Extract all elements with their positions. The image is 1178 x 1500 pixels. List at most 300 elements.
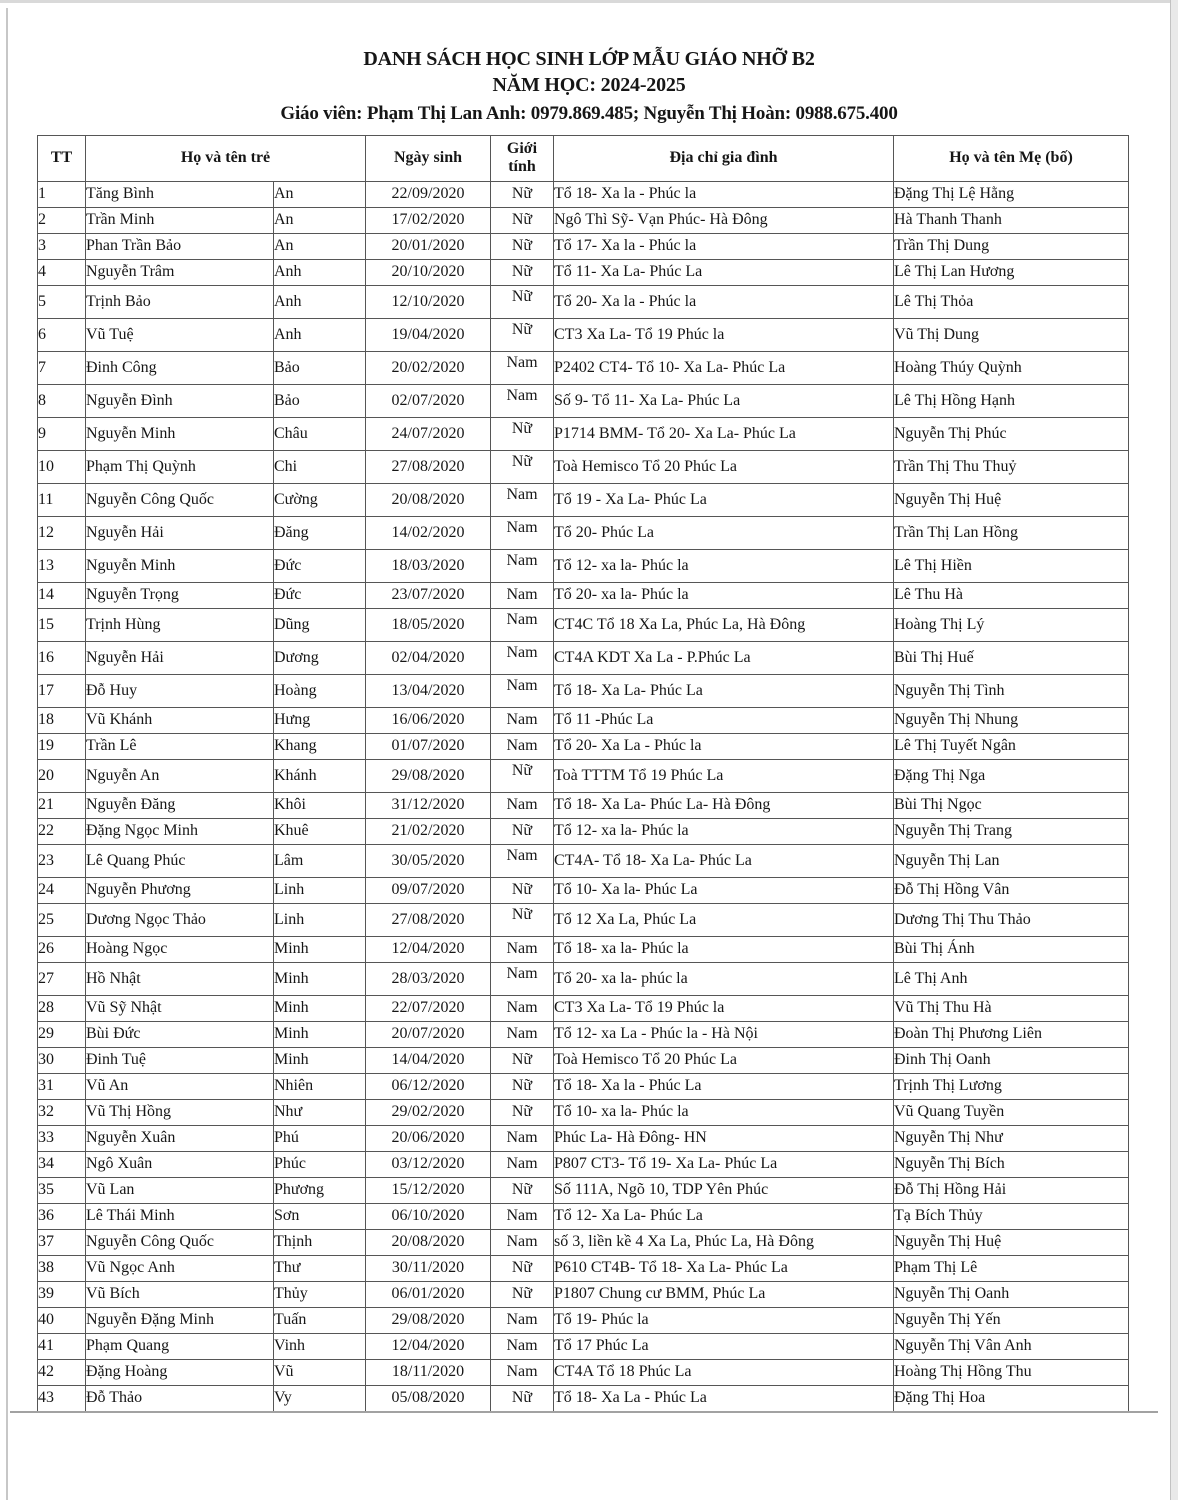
cell-address: P1807 Chung cư BMM, Phúc La xyxy=(554,1281,894,1307)
cell-address: Số 111A, Ngõ 10, TDP Yên Phúc xyxy=(554,1177,894,1203)
table-row xyxy=(38,641,1129,674)
table-row xyxy=(38,318,1129,351)
table-row xyxy=(38,1151,1129,1177)
cell-gender: Nữ xyxy=(491,1047,554,1073)
cell-dob: 30/05/2020 xyxy=(366,844,491,877)
cell-given-name: Phú xyxy=(274,1125,366,1151)
cell-family-name: Vũ Lan xyxy=(86,1177,274,1203)
cell-mother-name: Nguyễn Thị Nhung xyxy=(894,707,1129,733)
cell-given-name: Lâm xyxy=(274,844,366,877)
cell-tt: 10 xyxy=(38,450,86,483)
cell-given-name: Minh xyxy=(274,962,366,995)
cell-mother-name: Nguyễn Thị Yến xyxy=(894,1307,1129,1333)
table-row xyxy=(38,792,1129,818)
cell-gender: Nữ xyxy=(491,1385,554,1411)
cell-given-name: Linh xyxy=(274,877,366,903)
scan-left-edge xyxy=(6,8,8,1500)
cell-address: CT3 Xa La- Tổ 19 Phúc la xyxy=(554,318,894,351)
cell-given-name: Bảo xyxy=(274,384,366,417)
cell-dob: 18/05/2020 xyxy=(366,608,491,641)
cell-given-name: Dương xyxy=(274,641,366,674)
table-row xyxy=(38,582,1129,608)
scan-bottom-line xyxy=(10,1411,1158,1413)
cell-dob: 03/12/2020 xyxy=(366,1151,491,1177)
cell-gender: Nam xyxy=(491,516,554,549)
cell-tt: 5 xyxy=(38,285,86,318)
cell-family-name: Bùi Đức xyxy=(86,1021,274,1047)
cell-address: Tổ 20- Xa La - Phúc la xyxy=(554,733,894,759)
cell-family-name: Trịnh Bảo xyxy=(86,285,274,318)
cell-mother-name: Nguyễn Thị Phúc xyxy=(894,417,1129,450)
table-row xyxy=(38,259,1129,285)
cell-family-name: Nguyễn Xuân xyxy=(86,1125,274,1151)
document-title: DANH SÁCH HỌC SINH LỚP MẪU GIÁO NHỠ B2 xyxy=(363,48,815,70)
cell-tt: 24 xyxy=(38,877,86,903)
cell-dob: 18/03/2020 xyxy=(366,549,491,582)
cell-tt: 7 xyxy=(38,351,86,384)
cell-dob: 20/10/2020 xyxy=(366,259,491,285)
cell-given-name: Linh xyxy=(274,903,366,936)
table-row xyxy=(38,516,1129,549)
cell-gender: Nam xyxy=(491,936,554,962)
cell-gender: Nam xyxy=(491,351,554,384)
cell-given-name: Anh xyxy=(274,285,366,318)
cell-tt: 36 xyxy=(38,1203,86,1229)
cell-dob: 12/10/2020 xyxy=(366,285,491,318)
cell-gender: Nữ xyxy=(491,181,554,207)
cell-tt: 3 xyxy=(38,233,86,259)
cell-dob: 28/03/2020 xyxy=(366,962,491,995)
cell-mother-name: Đỗ Thị Hồng Vân xyxy=(894,877,1129,903)
cell-mother-name: Lê Thị Hiền xyxy=(894,549,1129,582)
cell-given-name: Đức xyxy=(274,549,366,582)
cell-dob: 16/06/2020 xyxy=(366,707,491,733)
cell-family-name: Đỗ Thảo xyxy=(86,1385,274,1411)
table-row xyxy=(38,1099,1129,1125)
table-row xyxy=(38,608,1129,641)
cell-given-name: An xyxy=(274,233,366,259)
cell-address: Toà TTTM Tổ 19 Phúc La xyxy=(554,759,894,792)
cell-mother-name: Bùi Thị Ánh xyxy=(894,936,1129,962)
cell-family-name: Trịnh Hùng xyxy=(86,608,274,641)
cell-family-name: Đặng Ngọc Minh xyxy=(86,818,274,844)
scan-right-edge xyxy=(1170,0,1178,1500)
cell-tt: 32 xyxy=(38,1099,86,1125)
col-header-dob: Ngày sinh xyxy=(366,135,491,181)
cell-mother-name: Trần Thị Lan Hồng xyxy=(894,516,1129,549)
cell-mother-name: Lê Thu Hà xyxy=(894,582,1129,608)
table-row xyxy=(38,450,1129,483)
cell-given-name: Bảo xyxy=(274,351,366,384)
cell-tt: 23 xyxy=(38,844,86,877)
cell-mother-name: Nguyễn Thị Oanh xyxy=(894,1281,1129,1307)
cell-gender: Nam xyxy=(491,582,554,608)
cell-tt: 2 xyxy=(38,207,86,233)
table-row xyxy=(38,962,1129,995)
cell-family-name: Tăng Bình xyxy=(86,181,274,207)
cell-tt: 26 xyxy=(38,936,86,962)
cell-given-name: Chi xyxy=(274,450,366,483)
cell-family-name: Đinh Tuệ xyxy=(86,1047,274,1073)
cell-tt: 13 xyxy=(38,549,86,582)
cell-gender: Nữ xyxy=(491,759,554,792)
cell-dob: 22/07/2020 xyxy=(366,995,491,1021)
school-year: NĂM HỌC: 2024-2025 xyxy=(492,74,686,97)
cell-address: Tổ 17 Phúc La xyxy=(554,1333,894,1359)
cell-given-name: Hưng xyxy=(274,707,366,733)
table-row xyxy=(38,1047,1129,1073)
cell-address: CT4C Tổ 18 Xa La, Phúc La, Hà Đông xyxy=(554,608,894,641)
table-row xyxy=(38,818,1129,844)
cell-family-name: Đỗ Huy xyxy=(86,674,274,707)
cell-tt: 35 xyxy=(38,1177,86,1203)
cell-gender: Nam xyxy=(491,384,554,417)
cell-mother-name: Trần Thị Thu Thuỷ xyxy=(894,450,1129,483)
col-header-address: Địa chỉ gia đình xyxy=(554,135,894,181)
cell-given-name: Khang xyxy=(274,733,366,759)
cell-mother-name: Lê Thị Tuyết Ngân xyxy=(894,733,1129,759)
cell-given-name: Hoàng xyxy=(274,674,366,707)
cell-mother-name: Nguyễn Thị Huệ xyxy=(894,1229,1129,1255)
cell-given-name: Minh xyxy=(274,1047,366,1073)
cell-mother-name: Nguyễn Thị Trang xyxy=(894,818,1129,844)
cell-family-name: Hồ Nhật xyxy=(86,962,274,995)
table-row xyxy=(38,1203,1129,1229)
cell-gender: Nam xyxy=(491,549,554,582)
student-table-body xyxy=(38,181,1129,1411)
table-row xyxy=(38,1177,1129,1203)
cell-mother-name: Hoàng Thị Hồng Thu xyxy=(894,1359,1129,1385)
cell-gender: Nam xyxy=(491,1021,554,1047)
cell-dob: 22/09/2020 xyxy=(366,181,491,207)
cell-address: Tổ 20- Phúc La xyxy=(554,516,894,549)
cell-address: P1714 BMM- Tổ 20- Xa La- Phúc La xyxy=(554,417,894,450)
table-row xyxy=(38,936,1129,962)
cell-dob: 02/04/2020 xyxy=(366,641,491,674)
cell-mother-name: Trần Thị Dung xyxy=(894,233,1129,259)
cell-address: Tổ 12- xa La - Phúc la - Hà Nội xyxy=(554,1021,894,1047)
table-row xyxy=(38,207,1129,233)
cell-gender: Nam xyxy=(491,733,554,759)
cell-address: CT4A- Tổ 18- Xa La- Phúc La xyxy=(554,844,894,877)
cell-tt: 9 xyxy=(38,417,86,450)
table-row xyxy=(38,1073,1129,1099)
cell-gender: Nam xyxy=(491,674,554,707)
cell-given-name: Minh xyxy=(274,936,366,962)
cell-family-name: Lê Quang Phúc xyxy=(86,844,274,877)
cell-address: CT4A Tổ 18 Phúc La xyxy=(554,1359,894,1385)
cell-tt: 21 xyxy=(38,792,86,818)
cell-tt: 30 xyxy=(38,1047,86,1073)
cell-gender: Nam xyxy=(491,792,554,818)
cell-tt: 12 xyxy=(38,516,86,549)
cell-dob: 13/04/2020 xyxy=(366,674,491,707)
cell-gender: Nữ xyxy=(491,207,554,233)
cell-tt: 29 xyxy=(38,1021,86,1047)
cell-family-name: Lê Thái Minh xyxy=(86,1203,274,1229)
cell-mother-name: Lê Thị Hồng Hạnh xyxy=(894,384,1129,417)
cell-tt: 25 xyxy=(38,903,86,936)
cell-gender: Nam xyxy=(491,1359,554,1385)
table-row xyxy=(38,1229,1129,1255)
cell-tt: 20 xyxy=(38,759,86,792)
table-row xyxy=(38,1385,1129,1411)
cell-given-name: Châu xyxy=(274,417,366,450)
scan-top-edge xyxy=(0,0,1178,3)
cell-mother-name: Vũ Thị Thu Hà xyxy=(894,995,1129,1021)
cell-tt: 38 xyxy=(38,1255,86,1281)
cell-mother-name: Nguyễn Thị Huệ xyxy=(894,483,1129,516)
cell-tt: 37 xyxy=(38,1229,86,1255)
cell-address: Tổ 12- xa la- Phúc la xyxy=(554,549,894,582)
cell-given-name: Dũng xyxy=(274,608,366,641)
cell-address: Toà Hemisco Tổ 20 Phúc La xyxy=(554,450,894,483)
cell-family-name: Phạm Thị Quỳnh xyxy=(86,450,274,483)
cell-family-name: Vũ Ngọc Anh xyxy=(86,1255,274,1281)
cell-tt: 34 xyxy=(38,1151,86,1177)
cell-tt: 16 xyxy=(38,641,86,674)
cell-family-name: Hoàng Ngọc xyxy=(86,936,274,962)
cell-tt: 8 xyxy=(38,384,86,417)
cell-dob: 01/07/2020 xyxy=(366,733,491,759)
cell-address: Tổ 10- Xa la- Phúc La xyxy=(554,877,894,903)
cell-address: Toà Hemisco Tổ 20 Phúc La xyxy=(554,1047,894,1073)
cell-gender: Nữ xyxy=(491,1281,554,1307)
table-row xyxy=(38,233,1129,259)
cell-dob: 17/02/2020 xyxy=(366,207,491,233)
cell-mother-name: Hoàng Thị Lý xyxy=(894,608,1129,641)
cell-family-name: Vũ Tuệ xyxy=(86,318,274,351)
cell-given-name: Đăng xyxy=(274,516,366,549)
table-row xyxy=(38,483,1129,516)
cell-dob: 27/08/2020 xyxy=(366,903,491,936)
cell-dob: 19/04/2020 xyxy=(366,318,491,351)
cell-address: Tổ 18- Xa la - Phúc la xyxy=(554,181,894,207)
cell-address: Tổ 19 - Xa La- Phúc La xyxy=(554,483,894,516)
cell-dob: 30/11/2020 xyxy=(366,1255,491,1281)
table-row xyxy=(38,674,1129,707)
cell-mother-name: Đinh Thị Oanh xyxy=(894,1047,1129,1073)
cell-address: Tổ 11- Xa La- Phúc La xyxy=(554,259,894,285)
cell-given-name: Vy xyxy=(274,1385,366,1411)
cell-dob: 14/04/2020 xyxy=(366,1047,491,1073)
cell-tt: 1 xyxy=(38,181,86,207)
table-row xyxy=(38,1281,1129,1307)
cell-dob: 31/12/2020 xyxy=(366,792,491,818)
table-row xyxy=(38,1125,1129,1151)
table-row xyxy=(38,844,1129,877)
cell-gender: Nam xyxy=(491,1203,554,1229)
cell-address: Tổ 10- xa la- Phúc la xyxy=(554,1099,894,1125)
cell-given-name: Minh xyxy=(274,995,366,1021)
cell-dob: 29/02/2020 xyxy=(366,1099,491,1125)
cell-mother-name: Vũ Quang Tuyền xyxy=(894,1099,1129,1125)
cell-tt: 17 xyxy=(38,674,86,707)
cell-family-name: Ngô Xuân xyxy=(86,1151,274,1177)
table-row xyxy=(38,285,1129,318)
table-row xyxy=(38,1021,1129,1047)
cell-dob: 12/04/2020 xyxy=(366,936,491,962)
student-roster-table xyxy=(37,135,1129,1412)
table-row xyxy=(38,1255,1129,1281)
col-header-mother-name: Họ và tên Mẹ (bố) xyxy=(894,135,1129,181)
cell-gender: Nam xyxy=(491,1151,554,1177)
cell-gender: Nữ xyxy=(491,450,554,483)
cell-family-name: Phạm Quang xyxy=(86,1333,274,1359)
cell-mother-name: Dương Thị Thu Thảo xyxy=(894,903,1129,936)
cell-given-name: An xyxy=(274,181,366,207)
cell-mother-name: Vũ Thị Dung xyxy=(894,318,1129,351)
cell-given-name: Như xyxy=(274,1099,366,1125)
cell-dob: 06/10/2020 xyxy=(366,1203,491,1229)
cell-family-name: Trần Lê xyxy=(86,733,274,759)
cell-tt: 19 xyxy=(38,733,86,759)
cell-mother-name: Bùi Thị Huế xyxy=(894,641,1129,674)
cell-family-name: Nguyễn Đặng Minh xyxy=(86,1307,274,1333)
cell-mother-name: Đặng Thị Hoa xyxy=(894,1385,1129,1411)
cell-address: Tổ 20- xa la- Phúc la xyxy=(554,582,894,608)
cell-family-name: Nguyễn Minh xyxy=(86,417,274,450)
cell-tt: 39 xyxy=(38,1281,86,1307)
table-row xyxy=(38,549,1129,582)
col-header-tt: TT xyxy=(38,135,86,181)
cell-address: Tổ 18- xa la- Phúc la xyxy=(554,936,894,962)
cell-given-name: Vinh xyxy=(274,1333,366,1359)
cell-address: Tổ 18- Xa La - Phúc La xyxy=(554,1385,894,1411)
cell-dob: 18/11/2020 xyxy=(366,1359,491,1385)
cell-dob: 05/08/2020 xyxy=(366,1385,491,1411)
table-row xyxy=(38,1307,1129,1333)
cell-gender: Nam xyxy=(491,1333,554,1359)
cell-tt: 6 xyxy=(38,318,86,351)
cell-mother-name: Hoàng Thúy Quỳnh xyxy=(894,351,1129,384)
cell-given-name: Cường xyxy=(274,483,366,516)
cell-mother-name: Trịnh Thị Lương xyxy=(894,1073,1129,1099)
cell-family-name: Dương Ngọc Thảo xyxy=(86,903,274,936)
cell-family-name: Nguyễn An xyxy=(86,759,274,792)
cell-given-name: Tuấn xyxy=(274,1307,366,1333)
cell-mother-name: Hà Thanh Thanh xyxy=(894,207,1129,233)
cell-address: Tổ 12 Xa La, Phúc La xyxy=(554,903,894,936)
header-row xyxy=(38,135,1129,181)
cell-tt: 43 xyxy=(38,1385,86,1411)
cell-dob: 06/12/2020 xyxy=(366,1073,491,1099)
cell-family-name: Nguyễn Hải xyxy=(86,516,274,549)
cell-tt: 11 xyxy=(38,483,86,516)
cell-dob: 29/08/2020 xyxy=(366,759,491,792)
cell-address: số 3, liền kề 4 Xa La, Phúc La, Hà Đông xyxy=(554,1229,894,1255)
cell-address: CT3 Xa La- Tổ 19 Phúc la xyxy=(554,995,894,1021)
cell-gender: Nữ xyxy=(491,1177,554,1203)
teacher-contact-line: Giáo viên: Phạm Thị Lan Anh: 0979.869.485; Nguyễn Thị Hoàn: 0988.675.400 xyxy=(280,102,898,124)
cell-address: Tổ 12- xa la- Phúc la xyxy=(554,818,894,844)
table-row xyxy=(38,1333,1129,1359)
cell-gender: Nữ xyxy=(491,1073,554,1099)
cell-gender: Nam xyxy=(491,707,554,733)
cell-gender: Nữ xyxy=(491,1255,554,1281)
cell-gender: Nữ xyxy=(491,903,554,936)
cell-dob: 02/07/2020 xyxy=(366,384,491,417)
cell-given-name: Phương xyxy=(274,1177,366,1203)
cell-gender: Nữ xyxy=(491,233,554,259)
cell-address: P807 CT3- Tổ 19- Xa La- Phúc La xyxy=(554,1151,894,1177)
cell-address: Tổ 20- Xa la - Phúc la xyxy=(554,285,894,318)
cell-family-name: Vũ Thị Hồng xyxy=(86,1099,274,1125)
cell-address: Tổ 19- Phúc la xyxy=(554,1307,894,1333)
cell-address: Số 9- Tổ 11- Xa La- Phúc La xyxy=(554,384,894,417)
cell-address: Tổ 18- Xa la - Phúc La xyxy=(554,1073,894,1099)
cell-tt: 22 xyxy=(38,818,86,844)
cell-dob: 29/08/2020 xyxy=(366,1307,491,1333)
cell-family-name: Nguyễn Trâm xyxy=(86,259,274,285)
cell-given-name: Sơn xyxy=(274,1203,366,1229)
cell-address: Tổ 11 -Phúc La xyxy=(554,707,894,733)
cell-given-name: Nhiên xyxy=(274,1073,366,1099)
cell-tt: 41 xyxy=(38,1333,86,1359)
cell-dob: 20/07/2020 xyxy=(366,1021,491,1047)
table-row xyxy=(38,707,1129,733)
cell-address: P2402 CT4- Tổ 10- Xa La- Phúc La xyxy=(554,351,894,384)
cell-gender: Nam xyxy=(491,844,554,877)
cell-gender: Nam xyxy=(491,995,554,1021)
cell-dob: 21/02/2020 xyxy=(366,818,491,844)
cell-given-name: Khuê xyxy=(274,818,366,844)
cell-mother-name: Lê Thị Thỏa xyxy=(894,285,1129,318)
table-row xyxy=(38,351,1129,384)
cell-given-name: Phúc xyxy=(274,1151,366,1177)
cell-dob: 20/08/2020 xyxy=(366,483,491,516)
cell-address: P610 CT4B- Tổ 18- Xa La- Phúc La xyxy=(554,1255,894,1281)
cell-family-name: Nguyễn Đình xyxy=(86,384,274,417)
cell-tt: 15 xyxy=(38,608,86,641)
cell-address: Phúc La- Hà Đông- HN xyxy=(554,1125,894,1151)
cell-mother-name: Lê Thị Lan Hương xyxy=(894,259,1129,285)
cell-dob: 15/12/2020 xyxy=(366,1177,491,1203)
cell-family-name: Trần Minh xyxy=(86,207,274,233)
cell-given-name: Khánh xyxy=(274,759,366,792)
cell-given-name: Đức xyxy=(274,582,366,608)
cell-family-name: Vũ An xyxy=(86,1073,274,1099)
cell-mother-name: Phạm Thị Lê xyxy=(894,1255,1129,1281)
cell-gender: Nữ xyxy=(491,285,554,318)
cell-family-name: Nguyễn Phương xyxy=(86,877,274,903)
cell-gender: Nữ xyxy=(491,318,554,351)
cell-given-name: Anh xyxy=(274,259,366,285)
cell-given-name: Thủy xyxy=(274,1281,366,1307)
cell-gender: Nữ xyxy=(491,259,554,285)
cell-dob: 20/02/2020 xyxy=(366,351,491,384)
cell-family-name: Đặng Hoàng xyxy=(86,1359,274,1385)
cell-tt: 18 xyxy=(38,707,86,733)
table-row xyxy=(38,384,1129,417)
cell-family-name: Phan Trần Bảo xyxy=(86,233,274,259)
cell-tt: 33 xyxy=(38,1125,86,1151)
cell-gender: Nam xyxy=(491,1125,554,1151)
col-header-gender: Giới tính xyxy=(491,135,554,181)
cell-given-name: Thư xyxy=(274,1255,366,1281)
cell-given-name: Thịnh xyxy=(274,1229,366,1255)
cell-dob: 20/06/2020 xyxy=(366,1125,491,1151)
cell-given-name: Anh xyxy=(274,318,366,351)
cell-dob: 20/01/2020 xyxy=(366,233,491,259)
cell-tt: 28 xyxy=(38,995,86,1021)
cell-gender: Nam xyxy=(491,483,554,516)
table-row xyxy=(38,903,1129,936)
cell-tt: 42 xyxy=(38,1359,86,1385)
document-header xyxy=(0,0,1178,126)
cell-mother-name: Đỗ Thị Hồng Hải xyxy=(894,1177,1129,1203)
cell-family-name: Vũ Khánh xyxy=(86,707,274,733)
